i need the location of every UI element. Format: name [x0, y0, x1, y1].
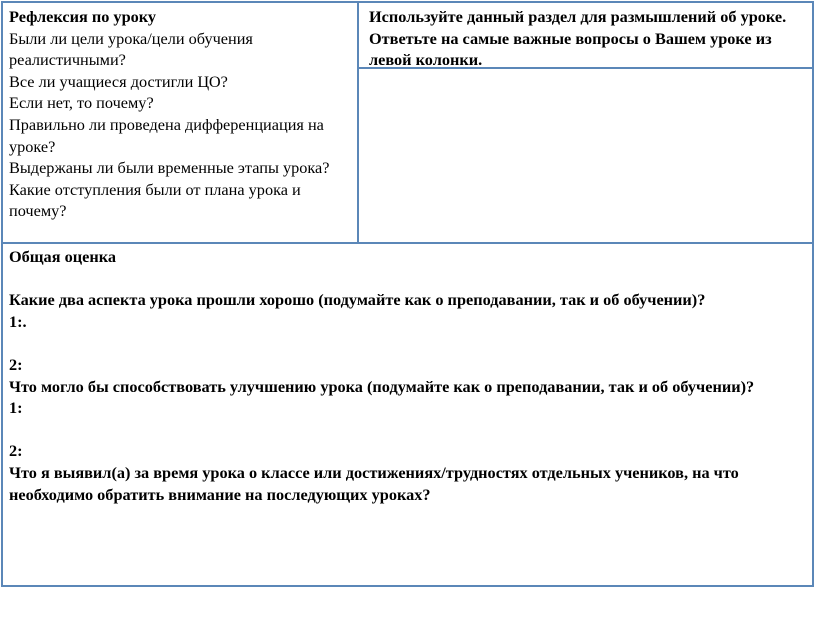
overall-assessment-cell	[3, 242, 812, 585]
answer-item: 1:.	[9, 311, 27, 331]
reflection-question: Выдержаны ли были временные этапы урока?	[9, 158, 330, 178]
reflection-question: Какие отступления были от плана урока и почему?	[9, 179, 305, 221]
reflection-question: Правильно ли проведена дифференциация на уроке?	[9, 114, 328, 156]
assessment-question: Что могло бы способствовать улучшению урока (подумайте как о преподавании, так и об обучении)?	[9, 376, 755, 396]
reflection-instruction-cell	[359, 3, 812, 69]
reflection-question: Все ли учащиеся достигли ЦО?	[9, 71, 228, 91]
assessment-question: Что я выявил(а) за время урока о классе или достижениях/трудностях отдельных учеников, на что необходимо обратить внимание на последующих уроках?	[9, 462, 743, 504]
reflection-question: Были ли цели урока/цели обучения реалистичными?	[9, 28, 257, 70]
reflection-table	[1, 1, 814, 587]
answer-item: 2:	[9, 354, 23, 374]
spacer	[9, 332, 806, 354]
reflection-heading: Рефлексия по уроку	[9, 7, 157, 26]
overall-heading: Общая оценка	[9, 247, 116, 266]
answer-item: 2:	[9, 441, 23, 461]
answer-item: 1:	[9, 398, 23, 418]
spacer	[9, 268, 806, 290]
spacer	[9, 419, 806, 441]
reflection-instruction: Используйте данный раздел для размышлений об уроке. Ответьте на самые важные вопросы о Вашем уроке из левой колонки.	[369, 7, 791, 70]
reflection-questions-cell	[3, 3, 359, 242]
assessment-question: Какие два аспекта урока прошли хорошо (подумайте как о преподавании, так и об обучении)?	[9, 290, 706, 310]
reflection-answer-cell[interactable]	[359, 69, 812, 242]
reflection-question: Если нет, то почему?	[9, 93, 154, 113]
